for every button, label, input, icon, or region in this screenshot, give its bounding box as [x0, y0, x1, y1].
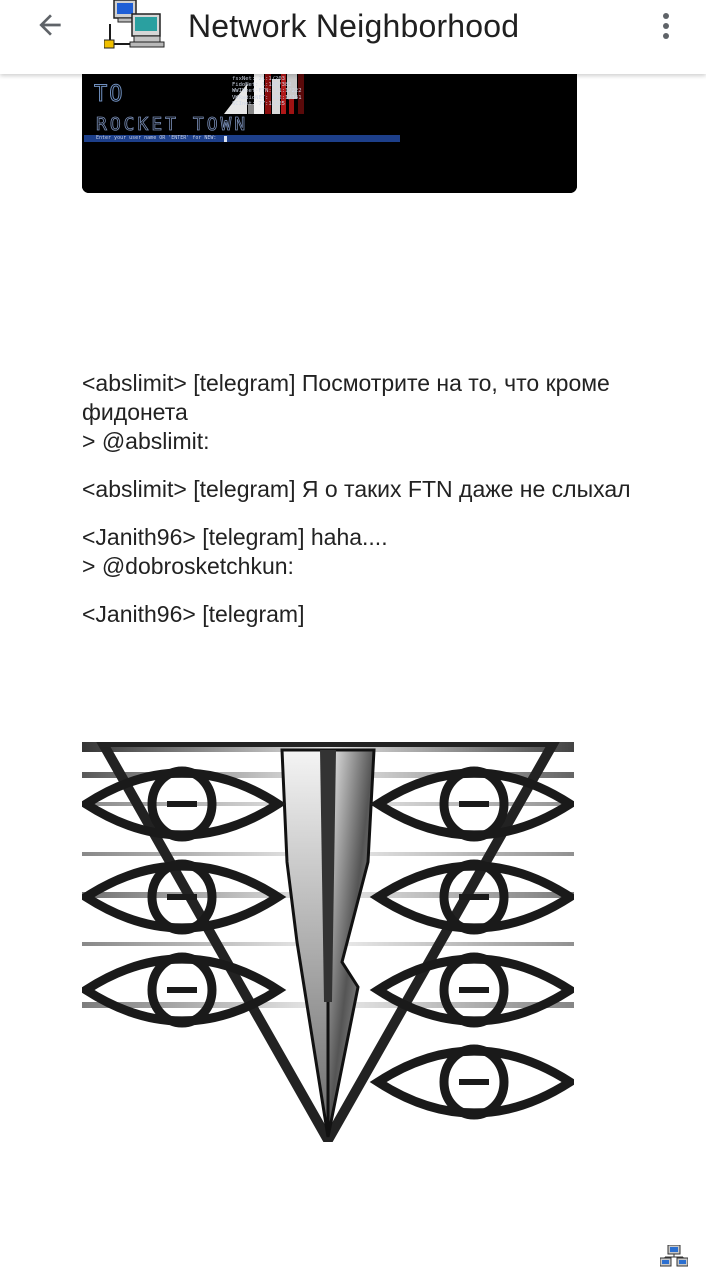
terminal-prompt-text: Enter your user name OR 'ENTER' for NEW: [96, 135, 217, 141]
network-computers-icon[interactable] [660, 1245, 688, 1269]
message-line: <Janith96> [telegram] [82, 601, 305, 627]
message-item [82, 475, 692, 504]
message-line: <abslimit> [telegram] Посмотрите на то, что кроме [82, 370, 610, 396]
message-item [82, 369, 692, 456]
terminal-logo-text: ROCKET TOWN [96, 114, 249, 135]
terminal-stat-line: FidoNet: 1:135/382 [232, 82, 292, 89]
message-line: <Janith96> [telegram] haha.... [82, 524, 388, 550]
seele-eyes-image[interactable] [82, 742, 574, 1142]
terminal-stat-line: SCInet: 77:1/125 [232, 100, 285, 107]
terminal-stat-line: WWIVnet-FTN: 11:1/222 [232, 88, 302, 95]
app-bar [0, 0, 706, 74]
terminal-login-prompt [84, 135, 400, 142]
message-line: фидонета [82, 399, 188, 425]
more-vert-icon [660, 10, 672, 42]
arrow-back-icon [34, 9, 66, 41]
terminal-stat-line: fsxNet: 21:1/203 [232, 76, 285, 82]
message-line: > @abslimit: [82, 428, 210, 454]
overflow-menu-button[interactable] [648, 4, 684, 48]
message-line: <abslimit> [telegram] Я о таких FTN даже не слыхал [82, 476, 631, 502]
message-list [82, 369, 692, 648]
message-item [82, 600, 692, 629]
seele-emblem-graphic [82, 742, 574, 1142]
terminal-cursor [224, 136, 227, 142]
terminal-to-text: TO [94, 82, 125, 107]
back-button[interactable] [22, 5, 78, 45]
terminal-network-stats [232, 76, 302, 107]
page-title: Network Neighborhood [188, 8, 520, 44]
message-line: > @dobrosketchkun: [82, 553, 294, 579]
network-neighborhood-icon [104, 0, 168, 52]
message-item [82, 523, 692, 581]
terminal-stat-line: VKRadioNET: 432:1/141 [232, 94, 302, 101]
